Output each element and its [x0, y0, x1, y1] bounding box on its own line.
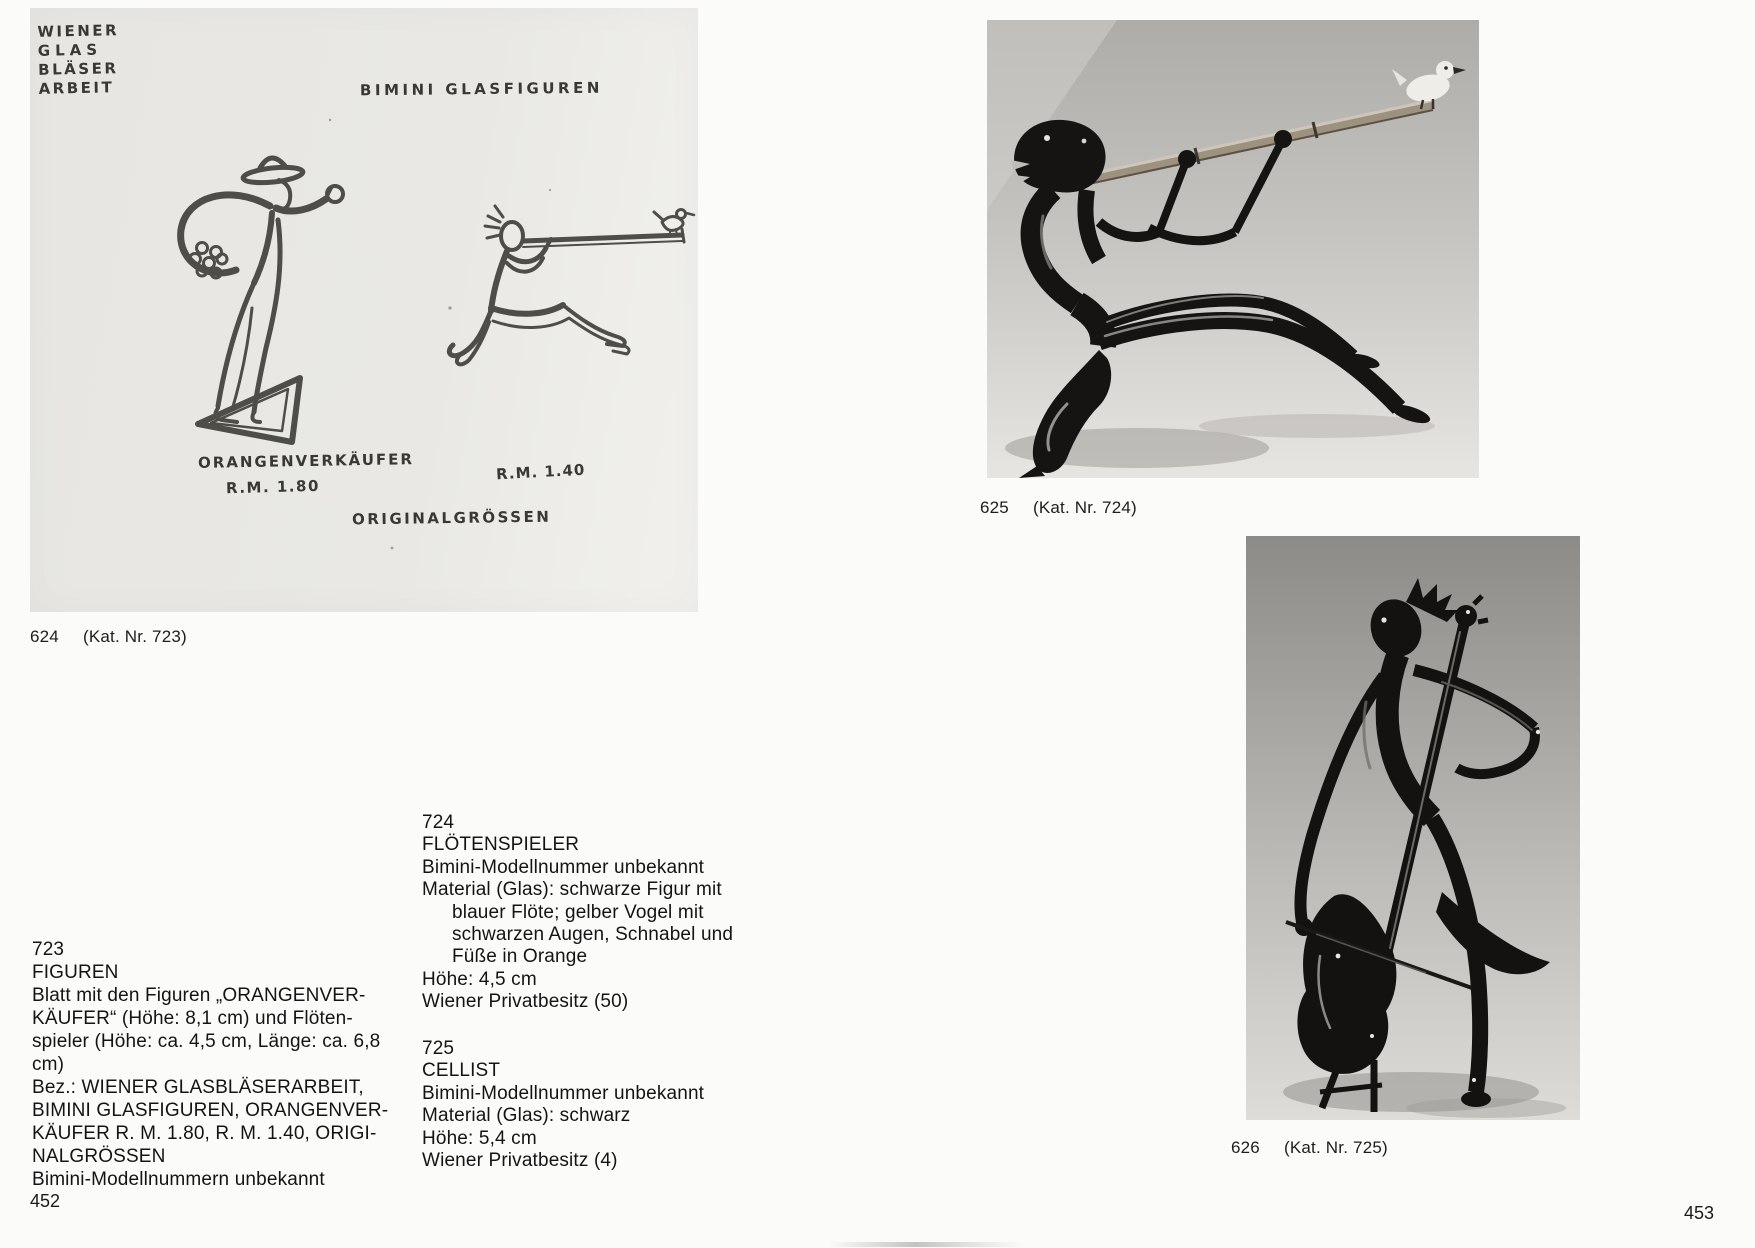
caption-ref: (Kat. Nr. 723)	[82, 627, 187, 646]
entry-text-line: Blatt mit den Figuren „ORANGENVER-	[32, 985, 366, 1006]
scan-smudge-artifact	[828, 1242, 1023, 1247]
entry-text-line: Wiener Privatbesitz (4)	[422, 1150, 618, 1172]
entry-text-line: spieler (Höhe: ca. 4,5 cm, Länge: ca. 6,8	[32, 1031, 381, 1052]
entry-number: 725	[422, 1038, 455, 1059]
photo-cellist	[1246, 536, 1580, 1120]
caption-number: 626	[1231, 1138, 1260, 1157]
flute-player-sketch	[449, 206, 694, 364]
drawing-sheet-scan	[30, 8, 698, 612]
entry-number: 723	[32, 939, 65, 960]
sketch-header-text	[37, 21, 120, 99]
sketch-header-line: ARBEIT	[38, 78, 115, 98]
entry-723	[32, 938, 388, 1191]
entry-text-line: Höhe: 5,4 cm	[422, 1127, 537, 1149]
caption-number: 625	[980, 498, 1009, 517]
entry-text-line: Höhe: 4,5 cm	[422, 968, 537, 990]
caption-ref: (Kat. Nr. 725)	[1283, 1138, 1388, 1157]
sketch-header-line: WIENER	[37, 21, 120, 41]
entry-text-line: Wiener Privatbesitz (50)	[422, 991, 629, 1013]
entry-title: CELLIST	[422, 1060, 501, 1082]
caption-number: 624	[30, 627, 59, 646]
entry-number: 724	[422, 812, 455, 833]
entry-title: FLÖTENSPIELER	[422, 834, 580, 856]
entry-text-line: BIMINI GLASFIGUREN, ORANGENVER-	[32, 1100, 389, 1121]
entry-text-line: schwarzen Augen, Schnabel und	[452, 924, 734, 946]
orange-seller-sketch	[181, 158, 343, 442]
sketch-footer-label: ORIGINALGRÖSSEN	[351, 507, 552, 529]
entry-text-line: blauer Flöte; gelber Vogel mit	[452, 901, 704, 923]
sketch-orange-seller-label: ORANGENVERKÄUFER	[197, 450, 415, 472]
entry-text-line: Bez.: WIENER GLASBLÄSERARBEIT,	[32, 1077, 364, 1098]
cellist-photo-figure	[1246, 536, 1580, 1120]
page-number-right: 453	[1684, 1203, 1715, 1223]
sketch-header-line: GLAS	[37, 40, 103, 60]
entry-text-line: NALGRÖSSEN	[32, 1146, 166, 1167]
caption-624	[30, 627, 187, 647]
photo-flute-player	[987, 20, 1479, 478]
sketch-title: BIMINI GLASFIGUREN	[359, 78, 603, 100]
entry-text-line: KÄUFER R. M. 1.80, R. M. 1.40, ORIGI-	[32, 1123, 377, 1144]
caption-625	[980, 498, 1137, 518]
entry-725	[422, 1038, 704, 1172]
entry-724	[422, 812, 733, 1014]
entry-text-line: Material (Glas): schwarze Figur mit	[422, 879, 722, 901]
entry-text-line: Bimini-Modellnummer unbekannt	[422, 856, 705, 878]
caption-626	[1231, 1138, 1388, 1158]
sketch-price-left: R.M. 1.80	[225, 476, 321, 498]
caption-ref: (Kat. Nr. 724)	[1032, 498, 1137, 517]
flute-player-photo-figure	[987, 20, 1479, 478]
sketch-price-right: R.M. 1.40	[495, 460, 586, 484]
page-number-left: 452	[30, 1191, 61, 1211]
entry-text-line: Bimini-Modellnummer unbekannt	[422, 1082, 705, 1104]
entry-text-line: Bimini-Modellnummern unbekannt	[32, 1169, 325, 1190]
entry-text-line: Material (Glas): schwarz	[422, 1105, 631, 1127]
sketch-header-line: BLÄSER	[38, 59, 119, 79]
entry-text-line: KÄUFER“ (Höhe: 8,1 cm) und Flöten-	[32, 1008, 353, 1029]
entry-text-line: cm)	[32, 1054, 65, 1075]
entry-text-line: Füße in Orange	[452, 946, 588, 968]
entry-title: FIGUREN	[32, 962, 119, 983]
scan-specks	[329, 119, 551, 550]
